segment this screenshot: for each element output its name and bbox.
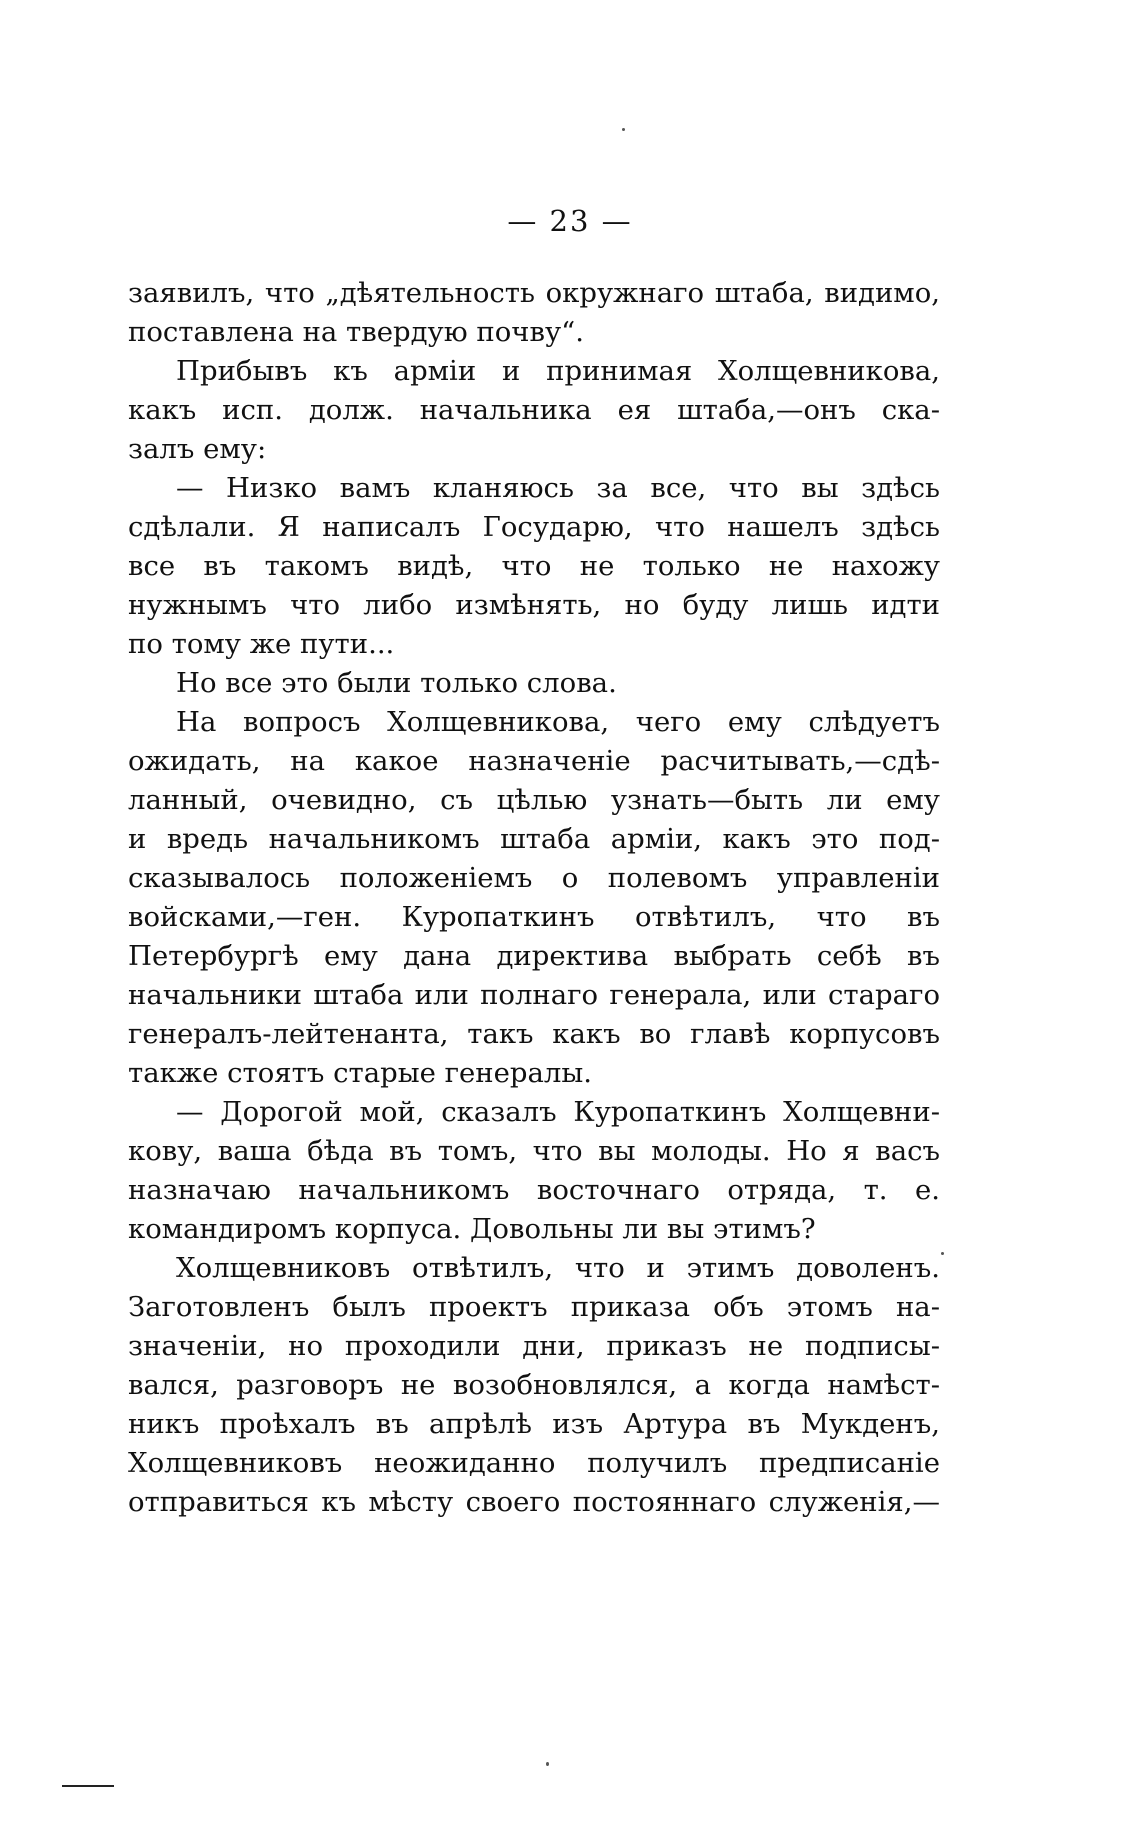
text-line: все въ такомъ видѣ, что не только не нахожу <box>128 550 940 582</box>
text-line: начальники штаба или полнаго генерала, или стараго <box>128 979 940 1011</box>
text-line: никъ проѣхалъ въ апрѣлѣ изъ Артура въ Мукденъ, <box>128 1408 940 1440</box>
text-line: На вопросъ Холщевникова, чего ему слѣдуетъ <box>176 706 940 738</box>
text-line: сказывалось положеніемъ о полевомъ управленіи <box>128 862 940 894</box>
text-line: кову, ваша бѣда въ томъ, что вы молоды. Но я васъ <box>128 1135 940 1167</box>
text-line: сдѣлали. Я написалъ Государю, что нашелъ здѣсь <box>128 511 940 543</box>
text-line: вался, разговоръ не возобновлялся, а когда намѣст- <box>128 1369 940 1401</box>
text-line: — Низко вамъ кланяюсь за все, что вы здѣсь <box>176 472 940 504</box>
text-line: Прибывъ къ арміи и принимая Холщевникова, <box>176 355 940 387</box>
text-line: по тому же пути... <box>128 628 395 660</box>
text-line: поставлена на твердую почву“. <box>128 316 584 348</box>
text-line: Холщевниковъ неожиданно получилъ предписаніе <box>128 1447 940 1479</box>
margin-rule <box>62 1785 114 1787</box>
text-line: также стоятъ старые генералы. <box>128 1057 592 1089</box>
text-line: залъ ему: <box>128 433 267 465</box>
text-line: генералъ-лейтенанта, такъ какъ во главѣ корпусовъ <box>128 1018 940 1050</box>
text-line: и вредь начальникомъ штаба арміи, какъ это под- <box>128 823 940 855</box>
text-line: — Дорогой мой, сказалъ Куропаткинъ Холщевни- <box>176 1096 940 1128</box>
text-line: нужнымъ что либо измѣнять, но буду лишь идти <box>128 589 940 621</box>
text-line: ланный, очевидно, съ цѣлью узнать—быть ли ему <box>128 784 940 816</box>
text-line: Но все это были только слова. <box>176 667 617 699</box>
body-text <box>128 274 940 1522</box>
print-speck <box>941 1252 944 1255</box>
text-line: значеніи, но проходили дни, приказъ не подписы- <box>128 1330 940 1362</box>
print-speck <box>622 128 625 131</box>
text-line: Петербургѣ ему дана директива выбрать себѣ въ <box>128 940 940 972</box>
text-line: назначаю начальникомъ восточнаго отряда, т. е. <box>128 1174 940 1206</box>
text-line: Холщевниковъ отвѣтилъ, что и этимъ доволенъ. <box>176 1252 940 1284</box>
page-number: — 23 — <box>507 204 633 238</box>
text-line: заявилъ, что „дѣятельность окружнаго штаба, видимо, <box>128 277 940 309</box>
text-line: какъ исп. долж. начальника ея штаба,—онъ ска- <box>128 394 940 426</box>
text-line: ожидать, на какое назначеніе расчитывать,—сдѣ- <box>128 745 940 777</box>
print-speck <box>546 1762 549 1766</box>
text-line: войсками,—ген. Куропаткинъ отвѣтилъ, что въ <box>128 901 940 933</box>
text-line: командиромъ корпуса. Довольны ли вы этимъ? <box>128 1213 816 1245</box>
text-line: Заготовленъ былъ проектъ приказа объ этомъ на- <box>128 1291 940 1323</box>
text-line: отправиться къ мѣсту своего постояннаго служенія,— <box>128 1486 940 1518</box>
